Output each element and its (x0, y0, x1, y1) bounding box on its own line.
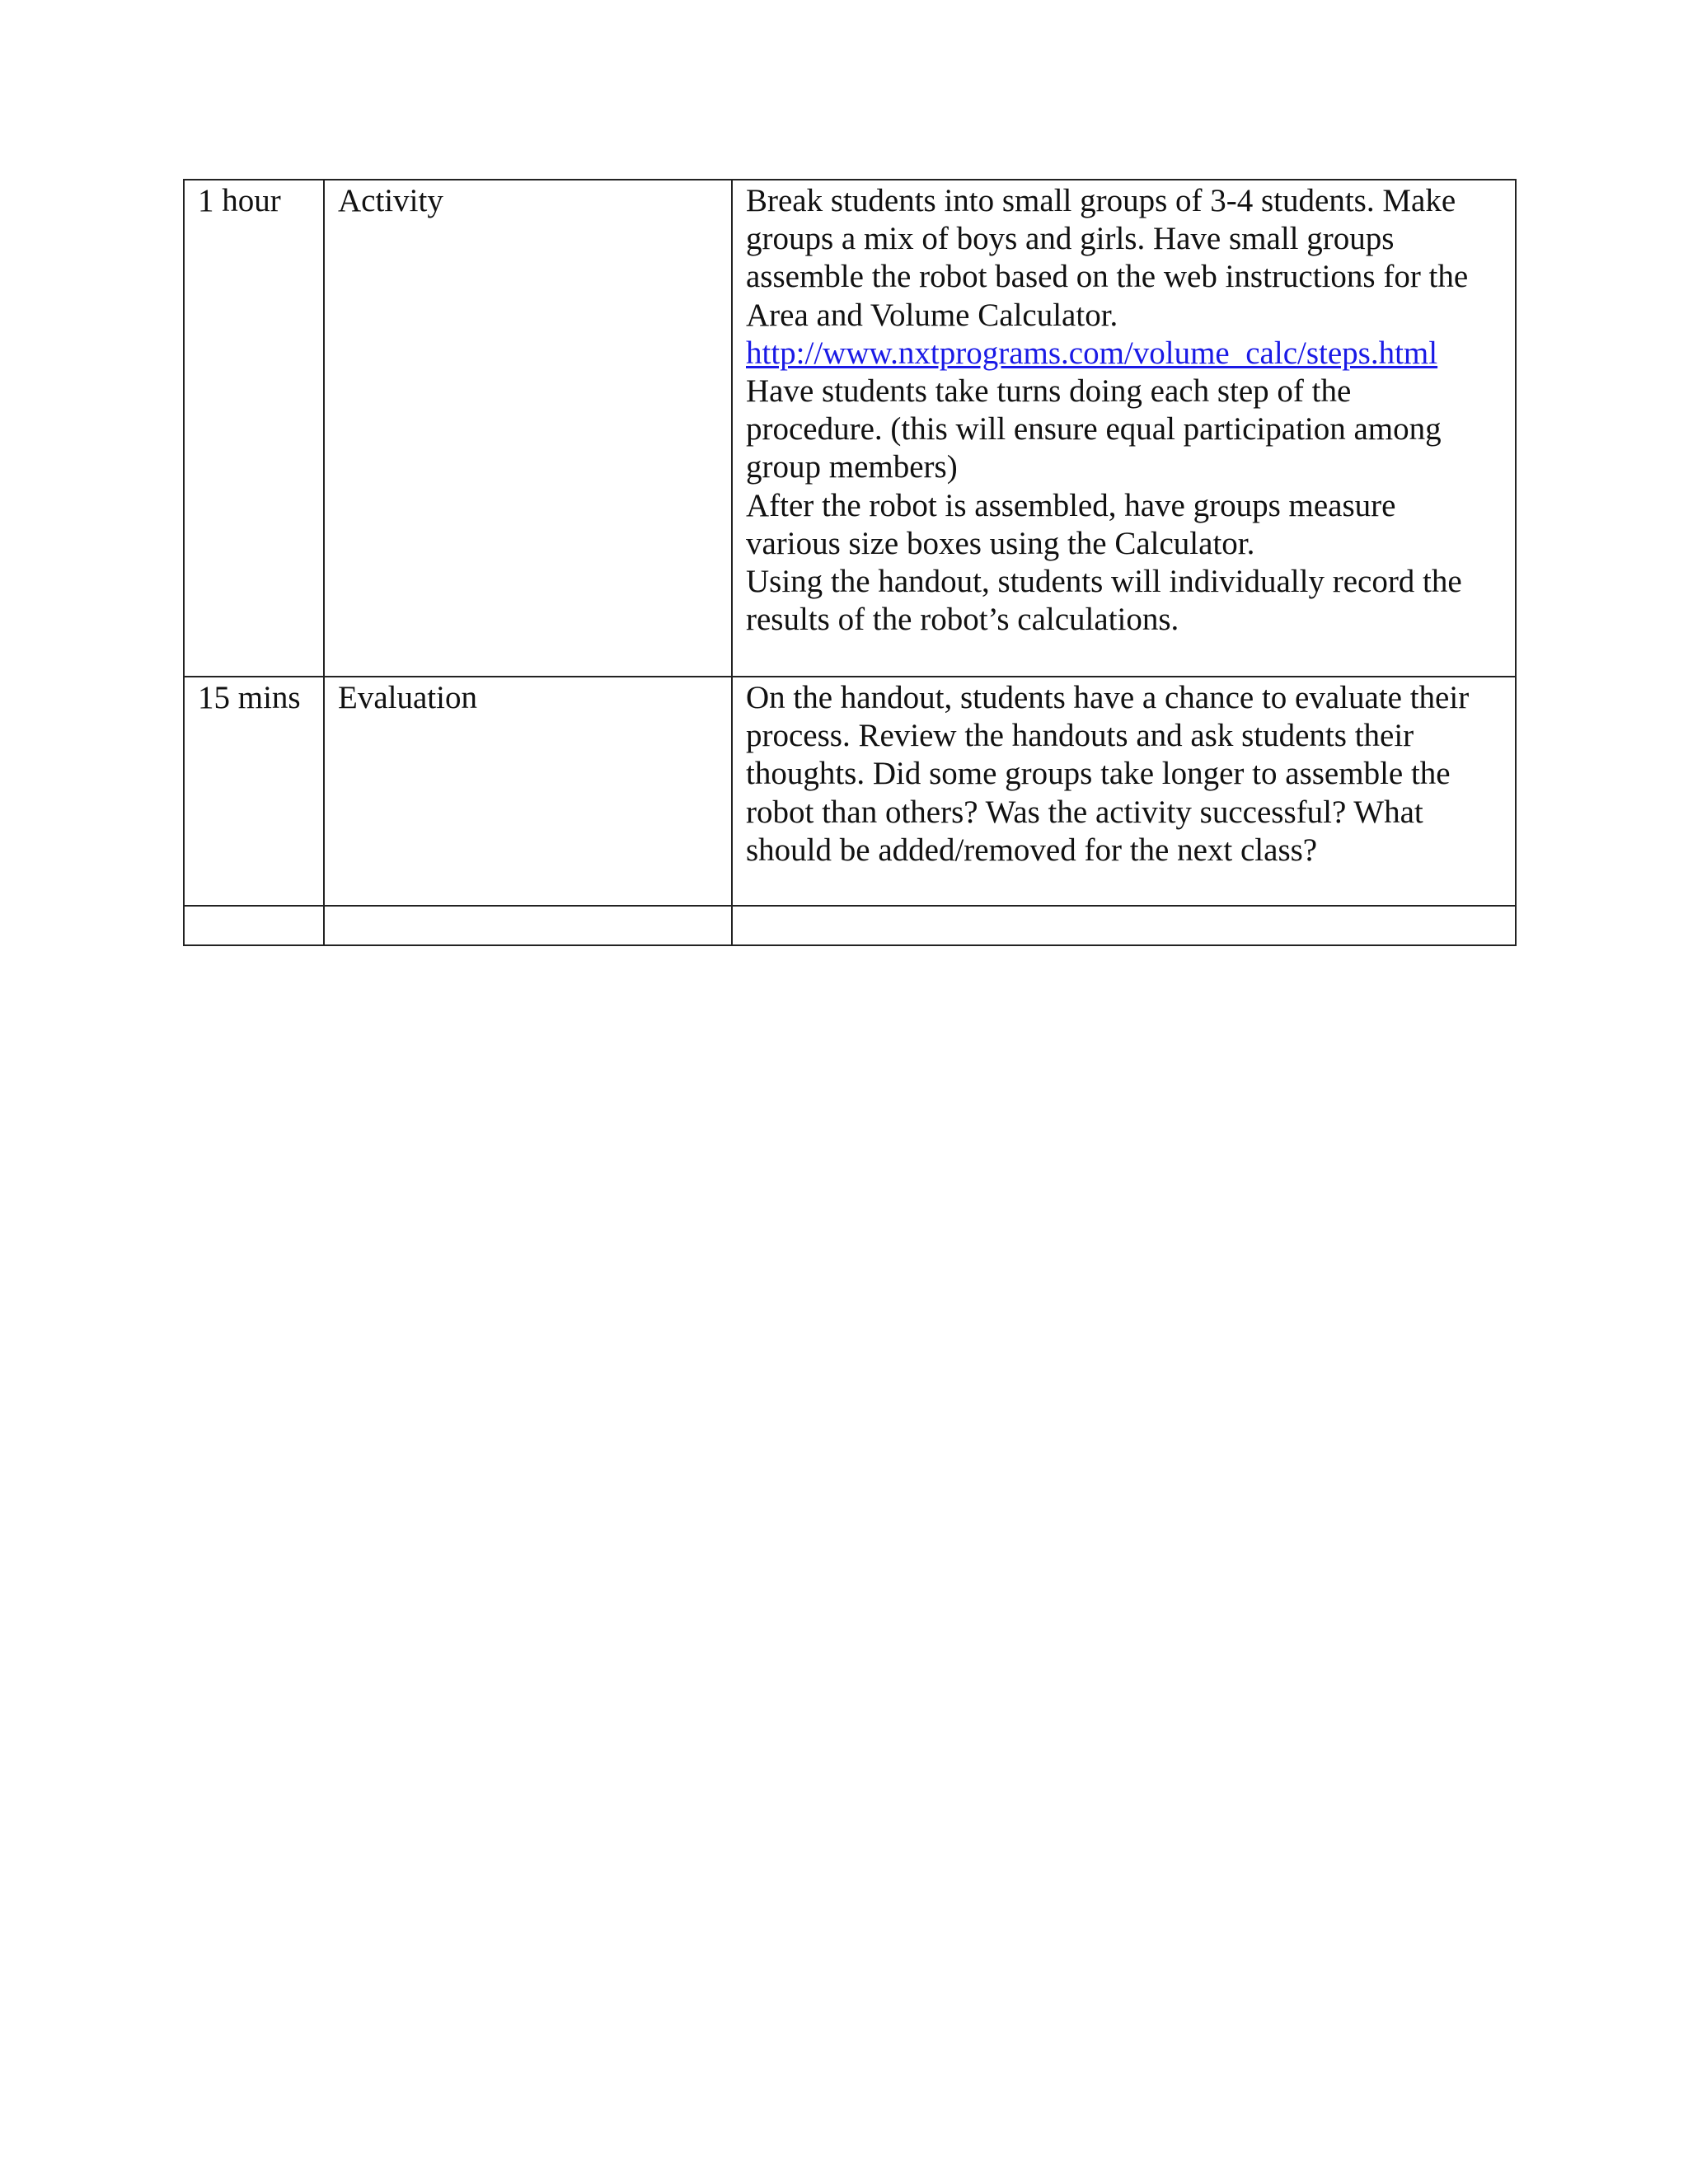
time-text: 1 hour (198, 183, 281, 218)
instructions-link[interactable]: http://www.nxtprograms.com/volume_calc/steps.html (746, 335, 1438, 371)
description-line: robot than others? Was the activity successful? What (746, 794, 1423, 830)
description-line: group members) (746, 449, 958, 485)
table-row (184, 906, 1516, 945)
time-text: 15 mins (198, 680, 301, 715)
description-line: should be added/removed for the next class? (746, 832, 1318, 868)
description-line: procedure. (this will ensure equal participation among (746, 411, 1442, 448)
stage-cell (324, 677, 732, 906)
description-line: results of the robot’s calculations. (746, 602, 1179, 638)
time-cell (184, 180, 324, 677)
description-line: Break students into small groups of 3-4 students. Make (746, 183, 1456, 218)
stage-text: Activity (338, 183, 443, 218)
description-cell (732, 677, 1516, 906)
description-cell (732, 180, 1516, 677)
description-line: various size boxes using the Calculator. (746, 525, 1255, 561)
description-line: Area and Volume Calculator. (746, 297, 1118, 333)
stage-cell (324, 180, 732, 677)
description-line: Using the handout, students will individually record the (746, 564, 1462, 600)
table-row (184, 180, 1516, 677)
description-cell (732, 906, 1516, 945)
description-line: process. Review the handouts and ask students their (746, 718, 1414, 754)
time-cell (184, 677, 324, 906)
lesson-plan-table (183, 179, 1517, 946)
stage-text: Evaluation (338, 680, 477, 715)
description-line: After the robot is assembled, have groups measure (746, 487, 1396, 523)
table-row (184, 677, 1516, 906)
description-line: On the handout, students have a chance to evaluate their (746, 680, 1470, 715)
description-line: groups a mix of boys and girls. Have small groups (746, 221, 1395, 257)
description-line: thoughts. Did some groups take longer to assemble the (746, 756, 1451, 792)
stage-cell (324, 906, 732, 945)
description-line: Have students take turns doing each step of the (746, 373, 1352, 410)
time-cell (184, 906, 324, 945)
description-line: assemble the robot based on the web instructions for the (746, 259, 1469, 295)
